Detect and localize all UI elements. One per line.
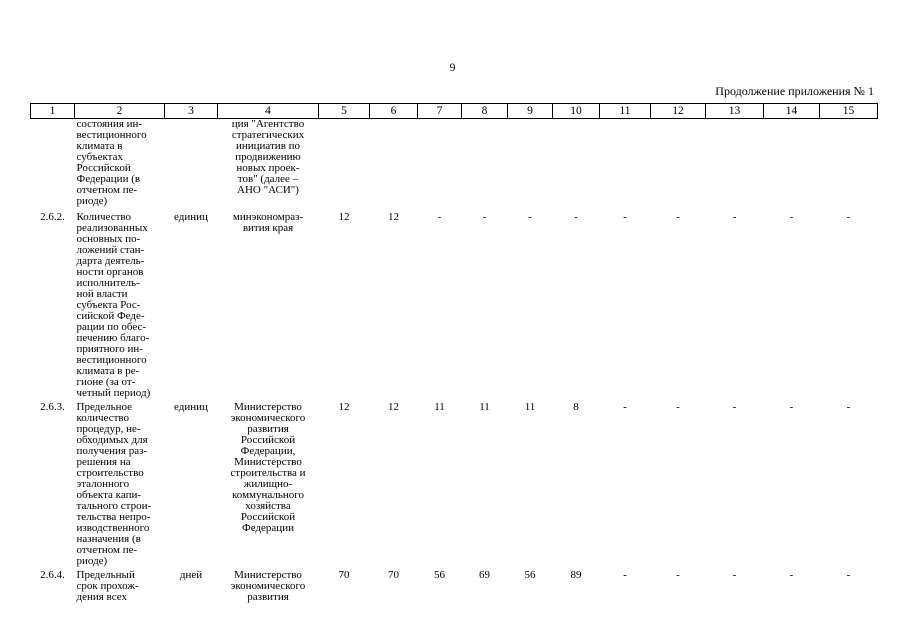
responsible-org: минэкономраз- вития края xyxy=(232,210,304,234)
header-cell: 4 xyxy=(218,104,319,119)
value-cell: - xyxy=(623,568,627,581)
value-cell: - xyxy=(623,400,627,413)
value-cell: 56 xyxy=(524,568,536,581)
value-cell xyxy=(319,119,370,209)
value-cell: - xyxy=(623,210,627,223)
unit xyxy=(165,119,218,209)
page-number: 9 xyxy=(449,60,456,74)
row-id: 2.6.3. xyxy=(40,400,65,413)
responsible-org: Министерство экономического развития Российской Федерации, Министерство строительства и жилищно- коммунального хозяйства Российской Федерации xyxy=(230,400,306,534)
value-cell: 11 xyxy=(524,400,536,413)
indicator-name: состояния ин- вестиционного климата в субъектах Российской Федерации (в отчетном пе- риоде) xyxy=(76,118,147,207)
value-cell: - xyxy=(676,400,680,413)
value-cell: - xyxy=(789,400,794,413)
responsible-org: ция "Агентство стратегических инициатив по продвижению новых проек- тов" (далее – АНО "АСИ") xyxy=(231,118,305,196)
table-row xyxy=(31,119,878,209)
unit: единиц xyxy=(174,210,208,223)
value-cell: - xyxy=(437,210,442,223)
header-cell: 15 xyxy=(820,104,878,119)
value-cell: 12 xyxy=(388,400,399,413)
indicator-name: Количество реализованных основных по- ложений стан- дарта деятель- ности органов исполнитель- ной власти субъекта Рос- сийской Феде- рации по обес- печению благо- приятного ин- вестиционного климата в ре- гионе (за от- четный период) xyxy=(76,210,151,399)
indicator-name: Предельное количество процедур, не- обходимых для получения раз- решения на строительство эталонного объекта капи- тального строи- тельства непро- изводственного назначения (в отчетном пе- риоде) xyxy=(76,400,152,567)
value-cell xyxy=(706,119,764,209)
value-cell xyxy=(462,119,508,209)
table-row xyxy=(31,399,878,567)
header-cell: 9 xyxy=(508,104,553,119)
continuation-label: Продолжение приложения № 1 xyxy=(715,84,874,98)
value-cell: - xyxy=(732,568,737,581)
value-cell: - xyxy=(676,568,680,581)
indicator-name: Предельный срок прохож- дения всех xyxy=(76,568,139,603)
value-cell: - xyxy=(789,210,794,223)
value-cell xyxy=(553,119,600,209)
header-cell: 1 xyxy=(31,104,75,119)
value-cell: - xyxy=(846,210,851,223)
value-cell xyxy=(418,119,462,209)
value-cell xyxy=(820,119,878,209)
row-id: 2.6.2. xyxy=(40,210,65,223)
value-cell: - xyxy=(528,210,532,223)
row-id xyxy=(31,119,75,209)
value-cell xyxy=(508,119,553,209)
responsible-org: Министерство экономического развития xyxy=(230,568,306,603)
unit: дней xyxy=(179,568,203,581)
row-id: 2.6.4. xyxy=(40,568,65,581)
value-cell: 12 xyxy=(338,210,350,223)
value-cell: 8 xyxy=(573,400,579,413)
header-cell: 6 xyxy=(370,104,418,119)
value-cell: 70 xyxy=(388,568,399,581)
value-cell: 11 xyxy=(434,400,445,413)
appendix-table xyxy=(30,103,878,603)
value-cell: - xyxy=(846,400,851,413)
value-cell: - xyxy=(789,568,794,581)
value-cell: 70 xyxy=(338,568,350,581)
value-cell: 12 xyxy=(338,400,350,413)
header-row xyxy=(31,104,878,119)
value-cell xyxy=(764,119,820,209)
header-cell: 2 xyxy=(75,104,165,119)
header-cell: 13 xyxy=(706,104,764,119)
header-cell: 10 xyxy=(553,104,600,119)
value-cell: - xyxy=(676,210,680,223)
header-cell: 12 xyxy=(651,104,706,119)
value-cell xyxy=(600,119,651,209)
value-cell: - xyxy=(482,210,487,223)
value-cell xyxy=(370,119,418,209)
value-cell: 89 xyxy=(570,568,582,581)
table-row xyxy=(31,567,878,603)
value-cell: 56 xyxy=(434,568,445,581)
unit: единиц xyxy=(174,400,208,413)
header-cell: 7 xyxy=(418,104,462,119)
header-cell: 5 xyxy=(319,104,370,119)
table-row xyxy=(31,209,878,399)
value-cell: - xyxy=(846,568,851,581)
header-cell: 11 xyxy=(600,104,651,119)
value-cell: 69 xyxy=(479,568,490,581)
header-cell: 14 xyxy=(764,104,820,119)
value-cell: 12 xyxy=(388,210,399,223)
value-cell: - xyxy=(732,210,737,223)
value-cell xyxy=(651,119,706,209)
value-cell: 11 xyxy=(479,400,490,413)
header-cell: 3 xyxy=(165,104,218,119)
value-cell: - xyxy=(732,400,737,413)
header-cell: 8 xyxy=(462,104,508,119)
value-cell: - xyxy=(574,210,578,223)
